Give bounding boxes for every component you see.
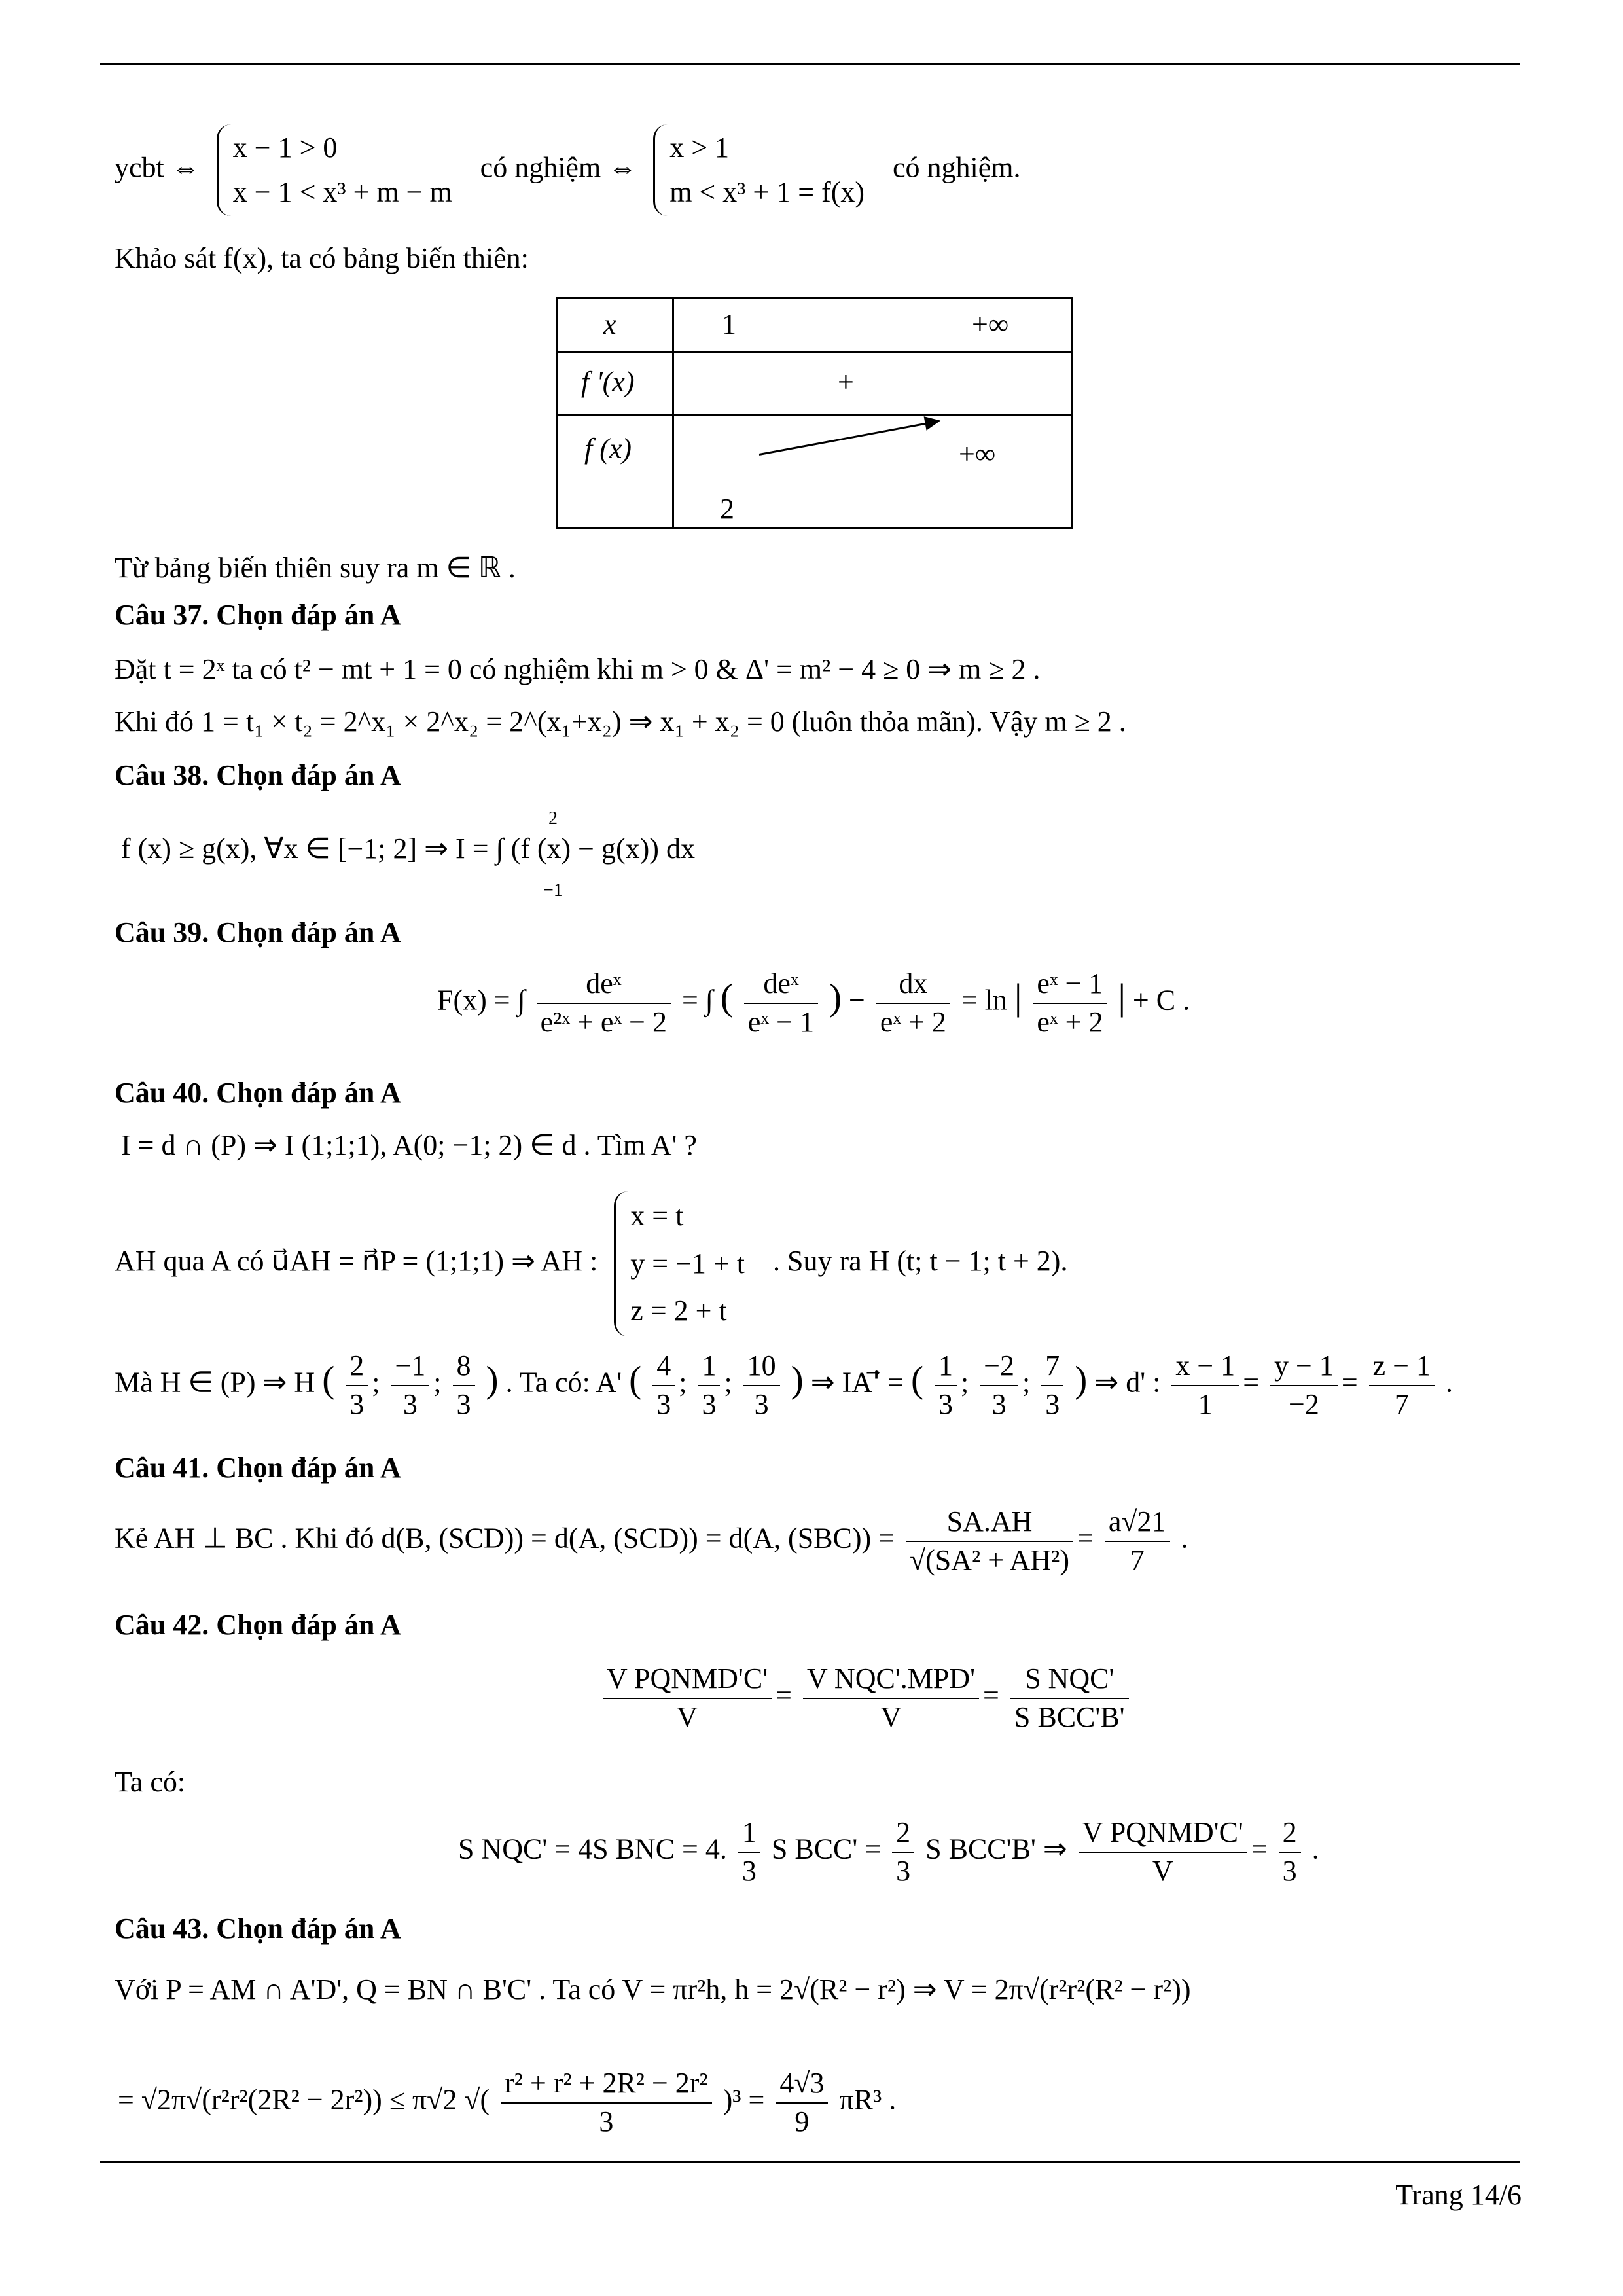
q38-integral-upper: 2 [548,808,558,829]
a-x-den: 3 [656,1388,671,1420]
q39-minus: − [849,984,865,1016]
q40-ah-text: AH qua A có u⃗AH = n⃗P = (1;1;1) ⇒ AH : [115,1244,598,1277]
system-1-line-1: x − 1 > 0 [232,132,338,164]
q39-frac-1: $\frac{\text{deˣ}}{\text{e²ˣ + eˣ − 2}}$ [537,967,671,1039]
q42-line-2: S NQC' = 4S BNC = 4. $\frac{1}{3}$ S BCC' = $\frac{2}{3}$ S BCC'B' ⇒ $\frac{\text{V PQNMD'C'}}{V}$ = $\frac{2}{3}$ . [458,1816,1319,1887]
d-frac-1-num: x − 1 [1171,1350,1239,1386]
table-row3-bottom: 2 [720,493,734,525]
q40-ah-line [115,1191,1067,1336]
q43-line-2a: = √2π√(r²r²(2R² − 2r²)) ≤ π√2 √( [118,2083,490,2116]
d-frac-3-num: z − 1 [1369,1350,1435,1386]
q43-line-2 [118,2067,896,2138]
d-frac-3-den: 7 [1394,1388,1409,1420]
ia-x-den: 3 [938,1388,953,1420]
q39-frac-2: $\frac{\text{deˣ}}{\text{eˣ − 1}}$ [744,967,818,1039]
system-1 [217,124,464,216]
q38-line-1: f (x) ≥ g(x), ∀x ∈ [−1; 2] ⇒ I = ∫ (f (x) − g(x)) dx [121,833,695,865]
co-nghiem-text: có nghiệm [480,151,601,184]
q40-ia-text: ⇒ IA'⃗ = [810,1366,904,1399]
q42-line-2b: S BCC' = [771,1833,882,1865]
system-2-line-2: m < x³ + 1 = f(x) [669,176,865,209]
equiv-symbol: ⇔ [171,151,200,184]
q42-line-2c: S BCC'B' ⇒ [925,1833,1067,1865]
q39-lhs: F(x) = ∫ [437,984,526,1016]
q42-third-num: 1 [738,1816,760,1853]
h-z-den: 3 [456,1388,471,1420]
q39-eq: = ∫ [681,984,713,1016]
q41-frac-1-den: √(SA² + AH²) [909,1543,1070,1576]
table-row2-label: f '(x) [581,366,635,398]
q43-line-2c: πR³ . [839,2083,897,2116]
d-frac-2-den: −2 [1289,1388,1319,1420]
variation-table [556,297,1073,529]
co-nghiem-dot-text: có nghiệm. [893,151,1021,184]
a-x-num: 4 [652,1350,675,1386]
q40-line-1: I = d ∩ (P) ⇒ I (1;1;1), A(0; −1; 2) ∈ d . Tìm A' ? [121,1129,697,1161]
equiv-symbol-2: ⇔ [608,151,637,184]
h-z-num: 8 [453,1350,475,1386]
q43-line-2b: )³ = [722,2083,765,2116]
q37-line-1: Đặt t = 2ˣ ta có t² − mt + 1 = 0 có nghiệm khi m > 0 & Δ' = m² − 4 ≥ 0 ⇒ m ≥ 2 . [115,653,1041,685]
q43-res-num: 4√3 [776,2067,828,2104]
q42-ta-co: Ta có: [115,1766,186,1798]
conclusion-line: Từ bảng biến thiên suy ra m ∈ ℝ . [115,552,516,584]
q40-ah-system [614,1191,757,1336]
q40-ma-line: Mà H ∈ (P) ⇒ H ( $\frac{2}{3}$ ; $\frac{-1}{3}$ ; $\frac{8}{3}$ ) . Ta có: A' ( $\frac{4}{3}$ ; $\frac{1}{3}$ ; $\frac{10}{3}$ ) ⇒ IA'⃗ = ( $\frac{1}{3}$ ; $\frac{-2}{3}$ ; $\frac{7}{3}$ ) ⇒ d' : $\frac{x - 1}{1}$ = $\frac{y - 1}{-2}$ = $\frac{z - 1}{7}$ . [115,1350,1454,1420]
q42-result-num: 2 [1279,1816,1301,1853]
table-row3-top: +∞ [959,438,996,470]
q40-sys-y: y = −1 + t [630,1247,745,1280]
ia-y-num: −2 [980,1350,1018,1386]
intro-system-line [115,124,1021,216]
q41-frac-2-num: a√21 [1105,1505,1170,1542]
q41-text: Kẻ AH ⊥ BC . Khi đó d(B, (SCD)) = d(A, (SCD)) = d(A, (SBC)) = [115,1522,895,1554]
q39-frac-3: $\frac{dx}{\text{eˣ + 2}}$ [876,967,950,1039]
ia-x-num: 1 [935,1350,957,1386]
q42-v-num: V PQNMD'C' [1079,1816,1247,1853]
q42-line-2a: S NQC' = 4S BNC = 4. [458,1833,727,1865]
q42-result-den: 3 [1282,1854,1297,1887]
q41-line: Kẻ AH ⊥ BC . Khi đó d(B, (SCD)) = d(A, (SCD)) = d(A, (SBC)) = $\frac{SA.AH}{\text{√(SA² + AH²)}}$ = $\frac{a√21}{7}$ . [115,1505,1188,1576]
q39-heading: Câu 39. Chọn đáp án A [115,916,401,948]
page-number: Trang 14/6 [1395,2179,1522,2211]
q42-frac-1-den: V [677,1700,698,1733]
ia-y-den: 3 [991,1388,1007,1420]
d-frac-2-num: y − 1 [1270,1350,1338,1386]
ia-z-num: 7 [1041,1350,1063,1386]
table-row1-value-2: +∞ [972,308,1009,340]
q37-line-2: Khi đó 1 = t₁ × t₂ = 2^x₁ × 2^x₂ = 2^(x₁+x₂) ⇒ x₁ + x₂ = 0 (luôn thỏa mãn). Vậy m ≥ 2 . [115,706,1126,738]
a-y-num: 1 [698,1350,720,1386]
q39-formula: F(x) = ∫ $\frac{\text{deˣ}}{\text{e²ˣ + eˣ − 2}}$ = ∫ ( $\frac{\text{deˣ}}{\text{eˣ − 1}}$ ) − $\frac{dx}{\text{eˣ + 2}}$ = ln | $\frac{\text{eˣ − 1}}{\text{eˣ + 2}}$ | + C . [437,967,1190,1038]
system-2 [653,124,876,216]
q41-frac-1-num: SA.AH [906,1505,1073,1542]
q40-d-text: ⇒ d' : [1094,1366,1161,1399]
table-row1-value-1: 1 [722,308,736,340]
q43-res-den: 9 [794,2105,810,2138]
q42-frac-3-num: S NQC' [1010,1662,1129,1699]
a-y-den: 3 [702,1388,717,1420]
q40-ta-co: . Ta có: A' [505,1366,622,1399]
q39-tail: + C . [1132,984,1190,1016]
q42-frac-3-den: S BCC'B' [1014,1700,1125,1733]
q42-frac-1-num: V PQNMD'C' [603,1662,772,1699]
d-frac-1-den: 1 [1198,1388,1213,1420]
q41-heading: Câu 41. Chọn đáp án A [115,1452,401,1484]
q42-ratio-line: $\frac{\text{V PQNMD'C'}}{V}$ = $\frac{\text{V NQC'.MPD'}}{V}$ = $\frac{\text{S NQC'}}{\text{S BCC'B'}}$ [599,1662,1133,1734]
q42-two-third-den: 3 [896,1854,911,1887]
q43-heading: Câu 43. Chọn đáp án A [115,1912,401,1945]
ia-z-den: 3 [1045,1388,1060,1420]
khao-sat-line: Khảo sát f(x), ta có bảng biến thiên: [115,242,529,274]
a-z-num: 10 [743,1350,780,1386]
q41-frac-2-den: 7 [1130,1543,1145,1576]
table-row1-label: x [603,308,616,340]
q42-frac-2-num: V NQC'.MPD' [803,1662,979,1699]
q42-frac-2-den: V [880,1700,902,1733]
h-y-num: −1 [391,1350,429,1386]
system-1-line-2: x − 1 < x³ + m − m [232,176,452,209]
q38-heading: Câu 38. Chọn đáp án A [115,759,401,791]
footer-rule [100,2161,1520,2163]
q42-two-third-num: 2 [892,1816,914,1853]
q43-frac-num: r² + r² + 2R² − 2r² [501,2067,712,2104]
q40-sys-x: x = t [630,1200,684,1232]
h-y-den: 3 [402,1388,418,1420]
q39-frac-4: $\frac{\text{eˣ − 1}}{\text{eˣ + 2}}$ [1033,967,1107,1039]
q42-third-den: 3 [741,1854,757,1887]
q40-sys-z: z = 2 + t [630,1295,727,1327]
q42-heading: Câu 42. Chọn đáp án A [115,1609,401,1641]
q38-integral-lower: −1 [543,880,563,901]
q40-ma: Mà H ∈ (P) ⇒ H [115,1366,315,1399]
q39-ln: = ln [961,984,1007,1016]
system-2-line-1: x > 1 [669,132,730,164]
q43-line-1: Với P = AM ∩ A'D', Q = BN ∩ B'C' . Ta có V = πr²h, h = 2√(R² − r²) ⇒ V = 2π√(r²r²(R² − r²)) [115,1973,1191,2005]
q40-suy-ra: . Suy ra H (t; t − 1; t + 2). [772,1244,1068,1277]
header-rule [100,63,1520,65]
a-z-den: 3 [754,1388,769,1420]
q40-heading: Câu 40. Chọn đáp án A [115,1077,401,1109]
q37-heading: Câu 37. Chọn đáp án A [115,599,401,631]
ycbt-label: ycbt [115,151,164,184]
table-row2-sign: + [838,366,854,398]
q43-frac-den: 3 [599,2105,614,2138]
h-x-den: 3 [349,1388,365,1420]
h-x-num: 2 [346,1350,368,1386]
q42-v-den: V [1152,1854,1173,1887]
table-row3-label: f (x) [584,433,632,465]
